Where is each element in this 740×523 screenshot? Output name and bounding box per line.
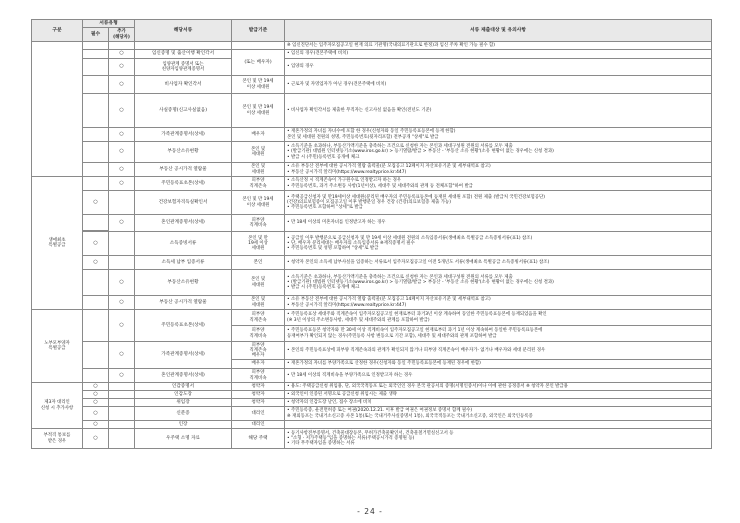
notes-text: • 주민등록표상 세대주와 직계존속이 입주자모집공고일 현재로부터 과거3년 이상 계속하여 동일한 주민등록표등본에 등재되었음을 확인 (※ 3년 이상의 주소변동사항, 세대주 및 세대주와의 관계를 포함하여 발급) — [285, 310, 712, 326]
issue-basis: 피부양 직계존속 배우자 — [232, 342, 285, 360]
required-mark: ○ — [83, 256, 109, 270]
notes-text — [285, 421, 712, 429]
category-ineligible: 부적격 통보를 받은 경우 — [32, 429, 83, 449]
notes-text: • 재혼가정의 자녀를 자녀수에 포함 한 경우(신청자와 동일 주민등록표등본에 등재 한함) 본인 및 세대원 전원의 성명, 주민등록번호(뒷자리포함) 전부공개 "상세"로 발급 — [285, 128, 712, 142]
additional-mark: ○ — [109, 310, 135, 342]
document-name: 인감도장 — [135, 391, 232, 399]
document-name: 비사업자 확인각서 — [135, 76, 232, 94]
required-cell — [83, 94, 109, 128]
notes-text: • 외국인이 인증된 서명으로 공급신청 위임시는 제출 생략 — [285, 391, 712, 399]
header-document: 해당서류 — [135, 20, 232, 42]
additional-mark: ○ — [109, 369, 135, 383]
document-name: 부동산 공시가격 열람물 — [135, 163, 232, 177]
notes-text: • 용도: 주택공급신청 위임용, 단, 외국국적동포 또는 외국인인 경우 본국 관공서의 증명(서명인증서)이나 이에 관한 공정증서 ※ 청약자 본인 발급용 — [285, 383, 712, 391]
additional-mark: ○ — [109, 342, 135, 369]
additional-cell — [109, 391, 135, 399]
required-cell — [83, 163, 109, 177]
required-cell — [83, 42, 109, 50]
required-cell — [83, 215, 109, 231]
table-row — [32, 76, 712, 94]
additional-cell — [109, 429, 135, 449]
additional-mark: ○ — [109, 142, 135, 163]
required-cell — [83, 270, 109, 296]
document-name: 소득증빙서류 — [135, 232, 232, 256]
document-name: 위임장 — [135, 399, 232, 407]
required-mark: ○ — [83, 421, 109, 429]
additional-mark: ○ — [109, 94, 135, 128]
document-name: 가족관계증명서(상세) — [135, 342, 232, 369]
required-mark: ○ — [83, 407, 109, 421]
required-cell — [83, 142, 109, 163]
table-row — [32, 369, 712, 383]
notes-text: • 재혼가정의 자녀를 부양가족으로 산정한 경우(신청자와 동일 주민등록표등본에 등재된 경우에 한함) — [285, 360, 712, 369]
notes-text: • 근로자 및 자영업자가 아닌 경우(견본주택에 비치) — [285, 76, 712, 94]
issue-basis: 청약자 — [232, 383, 285, 391]
category-elderly: 노부모부양자 특별공급 — [32, 310, 83, 383]
header-required: 필수 — [83, 28, 109, 42]
required-cell — [83, 310, 109, 342]
table-row — [32, 421, 712, 429]
required-mark: ○ — [83, 391, 109, 399]
document-name: 인장 — [135, 421, 232, 429]
required-cell — [83, 50, 109, 59]
table-row — [32, 191, 712, 215]
table-row — [32, 391, 712, 399]
issue-basis: 피부양 직계비속 — [232, 215, 285, 232]
table-row — [32, 142, 712, 163]
header-category: 구분 — [32, 20, 83, 42]
table-row — [32, 50, 712, 59]
table-row — [32, 177, 712, 191]
notes-text: • 소유 부동산 전부에 대한 공시가격 열람 출력물(분 모집공고 14페이지 자산보유기준 및 세부내역표 참고) • 부동산 공시가격 알리미(https://www.realtyprice.kr:447) — [285, 296, 712, 310]
document-name: 건강보험자격득실확인서 — [135, 191, 232, 215]
table-row — [32, 94, 712, 128]
additional-mark: ○ — [109, 59, 135, 76]
table-row — [32, 399, 712, 407]
required-mark: ○ — [83, 191, 109, 215]
additional-cell — [109, 399, 135, 407]
additional-cell — [109, 383, 135, 391]
issue-basis: 본인 및 만 19세 이상 세대원 — [232, 232, 285, 256]
notes-text: • 소득기준을 초과하나, 부동산가액기준을 충족하는 조건으로 신청한 자는 본인과 세대구성원 전원의 서류를 모두 제출 • (발급기관) 대법원 인터넷등기소(www.iros.go.kr) > 등기열람/발급 > 부동산 - '부동산 소유 현황'(소유 현황이 없는 경우에는 신청 결과) • 발급 시 (주민)등록번호 공개에 체크 — [285, 142, 712, 163]
notes-text: • 주민등록표등본 청약자와 만 30세 이상 직계비속이 입주자모집공고일 현재로부터 과거 1년 이상 계속하여 동일한 주민등록표등본에 등재여부가 확인되지 않는 경우(주민등록 사항 변동으로 기간 포함), 세대주 및 세대주와의 관계 포함하여 발급 — [285, 326, 712, 342]
table-row — [32, 128, 712, 142]
notes-text: • 만 18세 이상의 직계비속을 부양가족으로 인정받고자 하는 경우 — [285, 369, 712, 383]
notes-text: • 청약자 본인의 소득세 납부사실을 입증하는 서류로서 입주자모집공고일 이전 5개년도 서류(생애최초 특별공급 소득증빙서류(표1) 참조) — [285, 256, 712, 270]
issue-basis: 대리인 — [232, 421, 285, 429]
table-row — [32, 407, 712, 421]
notes-text: • 만 18세 이상의 미혼자녀를 인정받고자 하는 경우 — [285, 215, 712, 232]
notes-text: ※ 임신진단서는 입주자모집공고일 현재 의료 기관명(국내의료기관으로 한정)과 임신 주차 확인 가능 필수 함) — [285, 42, 712, 50]
document-name: 입양관계 증명서 또는 친양자입양관계증명서 — [135, 59, 232, 76]
table-row — [32, 232, 712, 256]
issue-basis: 피부양 직계비속 — [232, 326, 285, 342]
document-name: 임신증명 및 출산이행 확인각서 — [135, 50, 232, 59]
category-third-party: 제3자 대리인 신청 시 추가사항 — [32, 383, 83, 429]
issue-basis: 본인 및 세대원 — [232, 142, 285, 163]
table-row — [32, 310, 712, 326]
issue-basis: 피부양 직계존속 — [232, 310, 285, 326]
required-documents-table — [31, 19, 712, 449]
required-cell — [83, 296, 109, 310]
additional-cell — [109, 191, 135, 215]
category-newlywed: 생애최초 특별공급 — [32, 177, 83, 310]
notes-text: • 공급일 이후 발행분으로 공급신청자 및 만 19세 이상 세대원 전원의 소득입증서류(생애최초 특별공급 소득증빙서류(표1) 참조) • 단, 배우자 분리세대는 배우자의 소득입증서류 ※재직증명서 필수 • 주민등록번호 및 성명 포함하여 "상세"로 발급 — [285, 232, 712, 256]
required-cell — [83, 128, 109, 142]
document-page — [31, 19, 711, 449]
required-cell — [83, 59, 109, 76]
required-mark: ○ — [83, 232, 109, 256]
issue-basis: 본인 — [232, 256, 285, 270]
additional-mark: ○ — [109, 50, 135, 59]
document-name: 사실증명(신고사실없음) — [135, 94, 232, 128]
issue-basis: 피부양 직계비속 — [232, 369, 285, 383]
header-additional: 추가 (해당자) — [109, 28, 135, 42]
table-row — [32, 342, 712, 360]
category-cell-blank — [32, 42, 83, 177]
table-row — [32, 42, 712, 50]
additional-mark: ○ — [109, 163, 135, 177]
document-name: 주민등록표초본(상세) — [135, 310, 232, 342]
notes-text: • 임신의 경우(견본주택에 비치) — [285, 50, 712, 59]
document-name: 신분증 — [135, 407, 232, 421]
additional-mark: ○ — [109, 270, 135, 296]
additional-cell — [109, 256, 135, 270]
additional-mark: ○ — [109, 128, 135, 142]
header-notes: 서류 제출대상 및 유의사항 — [285, 20, 712, 42]
notes-text: • 청약자의 인감도장 날인, 접수 장소에 비치 — [285, 399, 712, 407]
required-cell — [83, 342, 109, 369]
additional-mark: ○ — [109, 215, 135, 232]
additional-cell — [109, 407, 135, 421]
issue-basis: 본인 및 세대원 — [232, 296, 285, 310]
issue-basis: (또는 배우자) — [232, 50, 285, 76]
notes-text: • 주민등록증, 운전면허증 또는 여권(2020.12.21. 이후 발급 여권은 여권정보 증명서 함께 필수) ※ 재외동포는 국내거소신고증 사본 1통(또는 국내거주사실증명서 1통), 외국국적동포는 국내거소신고증, 외국인은 외국인등록증 — [285, 407, 712, 421]
notes-text: • 주택공급신청자 및 만19세이상 세대원(분리된 배우자의 주민등록표등본에 등재된 세대원 포함) 전원 제출 (발급처 국민건강보험공단) (건강)의료보험증이 모집공고일 이후 발행분일 경우 건강 (건강)의료보험증 제출 가능) • 주민등록번호 포함하여 "상세"로 발급 — [285, 191, 712, 215]
required-cell — [83, 76, 109, 94]
document-name: 부동산소유현황 — [135, 142, 232, 163]
document-name: 혼인관계증명서(상세) — [135, 215, 232, 232]
notes-text: • 소유 부동산 전부에 대한 공시가격 열람 출력물(분 모집공고 12페이지 자산보유기준 및 세부내역표 참고) • 부동산 공시가격 알리미(https://www.realtyprice.kr:447) — [285, 163, 712, 177]
table-row — [32, 215, 712, 231]
document-name: 우주택 소명 자료 — [135, 429, 232, 449]
table-row — [32, 256, 712, 270]
page-number: - 24 - — [357, 507, 383, 516]
table-row — [32, 270, 712, 296]
table-row — [32, 59, 712, 76]
document-name: 주민등록표초본(상세) — [135, 177, 232, 191]
issue-basis: 본인 및 세대원 — [232, 163, 285, 177]
table-row — [32, 429, 712, 449]
issue-basis: 피부양 직계존속 — [232, 177, 285, 191]
notes-text: • 본인의 주민등록표상에 피부양 직계존속과의 관계가 확인되지 않거나 피부양 직계존속이 배우자가· 없거나 배우자와 세대 분리된 경우 — [285, 342, 712, 360]
issue-basis: 청약자 — [232, 391, 285, 399]
document-name: 인감증명서 — [135, 383, 232, 391]
notes-text: • 등기사항전부증명서, 건축물대장등본, 무허가건축물확인서, 건축물철거멸실신고서 등 • "소형 · 저가주택등"임을 증명하는 서류(주택공시가격 증명원 등) • 기타 무주택자임을 증명하는 서류 — [285, 429, 712, 449]
required-mark: ○ — [83, 383, 109, 391]
issue-basis: 본인 및 만 19세 이상 세대원 — [232, 76, 285, 94]
issue-basis: 청약자 — [232, 399, 285, 407]
document-name — [135, 42, 232, 50]
issue-basis: 본인 및 만 19세 이상 세대원 — [232, 191, 285, 215]
issue-basis: 본인 및 만 19세 이상 세대원 — [232, 94, 285, 128]
additional-cell — [109, 232, 135, 256]
issue-basis: 해당 주택 — [232, 429, 285, 449]
additional-cell — [109, 42, 135, 50]
notes-text: • 소득기준은 초과하나, 부동산가액기준을 충족하는 조건으로 신청한 자는 본인과 세대구성원 전원의 서류를 모두 제출 • (발급기관) 대법원 인터넷등기소(www.iros.go.kr) > 등기열람/발급 > 부동산 - '부동산 소유 현황'(소유 현황이 없는 경우에는 신청 결과) • 발급 시 (주민)등록번호 공개에 체크 — [285, 270, 712, 296]
document-name: 혼인관계증명서(상세) — [135, 369, 232, 383]
issue-basis: 대리인 — [232, 407, 285, 421]
table-row — [32, 383, 712, 391]
required-cell — [83, 369, 109, 383]
required-mark: ○ — [83, 429, 109, 449]
required-mark: ○ — [83, 399, 109, 407]
required-cell — [83, 177, 109, 191]
document-name: 소득세 납부 입증서류 — [135, 256, 232, 270]
notes-text: • 소득산정 시 직계존속이 가구원수로 인정받고자 하는 경우 • 주민등록번호, 과거 주소변동 사항(1년이상), 세대주 및 세대주와의 관계 등 전체포함"하여 발급 — [285, 177, 712, 191]
document-name: 가족관계증명서(상세) — [135, 128, 232, 142]
notes-text: • 입양의 경우 — [285, 59, 712, 76]
additional-cell — [109, 421, 135, 429]
additional-mark: ○ — [109, 177, 135, 191]
header-type-group: 서류유형 — [83, 20, 135, 28]
additional-mark: ○ — [109, 76, 135, 94]
issue-basis: 배우자 — [232, 128, 285, 142]
table-row — [32, 296, 712, 310]
document-name: 부동산소유현황 — [135, 270, 232, 296]
issue-basis — [232, 42, 285, 50]
issue-basis: 본인 및 세대원 — [232, 270, 285, 296]
issue-basis: 배우자 — [232, 360, 285, 369]
notes-text: • 비사업자 확인각서를 제출한 무직자는 신고사실 없음을 확인(전년도 기준) — [285, 94, 712, 128]
additional-mark: ○ — [109, 296, 135, 310]
document-name: 부동산 공시가격 열람물 — [135, 296, 232, 310]
header-basis: 발급기준 — [232, 20, 285, 42]
table-row — [32, 163, 712, 177]
